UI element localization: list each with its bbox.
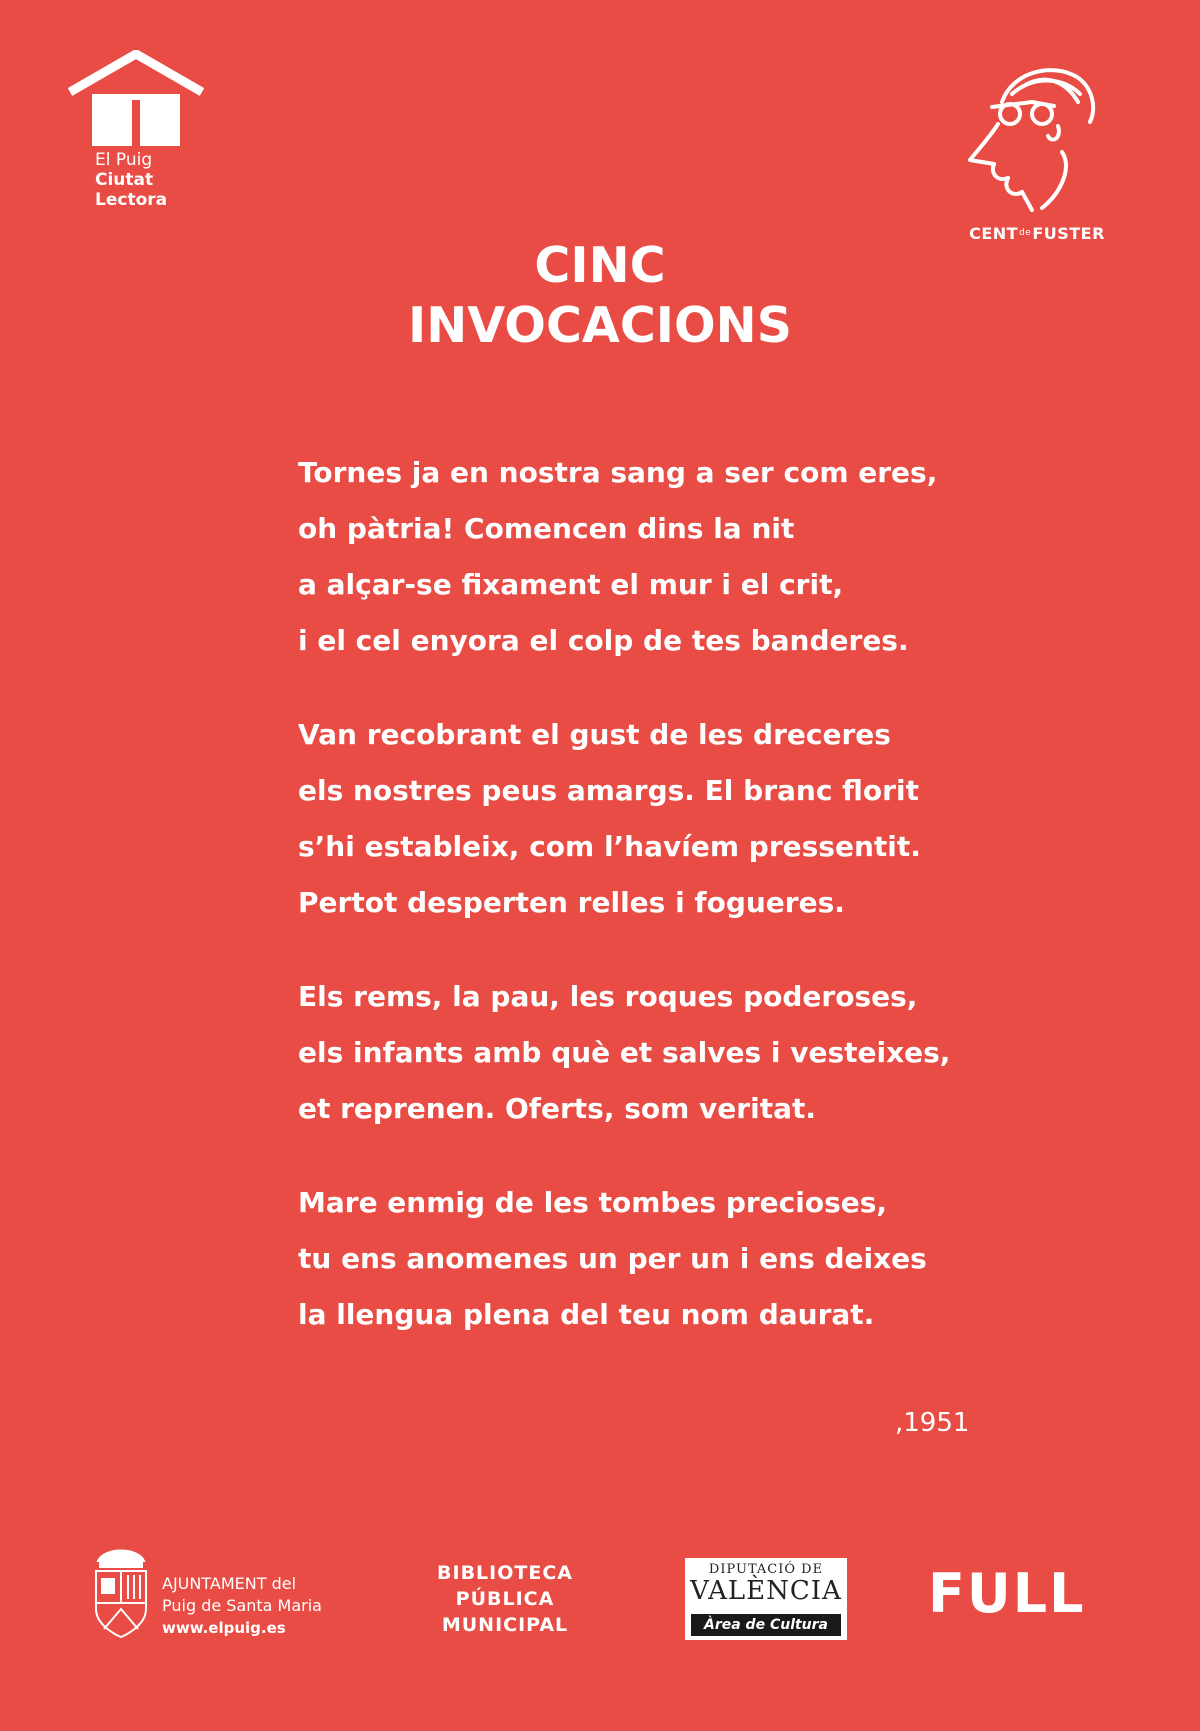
wordmark-de: de: [1019, 228, 1032, 238]
diputacio-valencia-logo: [685, 1558, 847, 1640]
diputacio-main: VALÈNCIA: [690, 1576, 842, 1606]
stanza-4: [298, 1175, 998, 1343]
ajuntament-line-1: AJUNTAMENT del: [162, 1574, 297, 1593]
poem-body: [298, 445, 998, 1381]
verse: a alçar-se fixament el mur i el crit,: [298, 568, 844, 601]
coat-of-arms-icon: [90, 1543, 152, 1643]
cent-de-fuster-logo: [962, 62, 1122, 252]
wordmark-fuster: FUSTER: [1032, 224, 1105, 243]
poem-title: [0, 236, 1200, 356]
ajuntament-line-2: Puig de Santa Maria: [162, 1596, 322, 1615]
verse: tu ens anomenes un per un i ens deixes: [298, 1242, 927, 1275]
wordmark-cent: CENT: [969, 224, 1019, 243]
biblioteca-line-3: MUNICIPAL: [441, 1614, 569, 1636]
biblioteca-line-2: PÚBLICA: [455, 1588, 555, 1610]
verse: els infants amb què et salves i vesteixes,: [298, 1036, 951, 1069]
stanza-2: [298, 707, 998, 931]
ajuntament-text: [162, 1573, 322, 1639]
verse: Els rems, la pau, les roques poderoses,: [298, 980, 918, 1013]
verse: Tornes ja en nostra sang a ser com eres,: [298, 456, 938, 489]
logo-caption: [95, 150, 167, 210]
verse: els nostres peus amargs. El branc florit: [298, 774, 919, 807]
verse: la llengua plena del teu nom daurat.: [298, 1298, 875, 1331]
logo-line-1: El Puig: [95, 150, 153, 170]
verse: et reprenen. Oferts, som veritat.: [298, 1092, 816, 1125]
ajuntament-website[interactable]: www.elpuig.es: [162, 1619, 286, 1637]
house-book-icon: [66, 50, 206, 150]
verse: oh pàtria! Comencen dins la nit: [298, 512, 795, 545]
fuster-portrait-icon: [962, 62, 1112, 222]
title-line-1: CINC: [534, 237, 666, 294]
stanza-3: [298, 969, 998, 1137]
biblioteca-line-1: BIBLIOTECA: [437, 1562, 573, 1584]
verse: s’hi estableix, com l’havíem pressentit.: [298, 830, 921, 863]
diputacio-sub: Àrea de Cultura: [691, 1614, 841, 1636]
biblioteca-logo: [425, 1560, 585, 1638]
ajuntament-logo: [90, 1543, 350, 1643]
verse: i el cel enyora el colp de tes banderes.: [298, 624, 909, 657]
logo-line-2: Ciutat: [95, 170, 154, 190]
diputacio-top: DIPUTACIÓ DE: [708, 1562, 824, 1577]
verse: Mare enmig de les tombes precioses,: [298, 1186, 888, 1219]
full-logo: FULL: [928, 1562, 1086, 1625]
stanza-1: [298, 445, 998, 669]
verse: Van recobrant el gust de les dreceres: [298, 718, 891, 751]
el-puig-ciutat-lectora-logo: [66, 50, 216, 230]
verse: Pertot desperten relles i fogueres.: [298, 886, 845, 919]
poem-year: ,1951: [895, 1408, 970, 1438]
logo-line-3: Lectora: [95, 190, 168, 210]
title-line-2: INVOCACIONS: [408, 297, 792, 354]
